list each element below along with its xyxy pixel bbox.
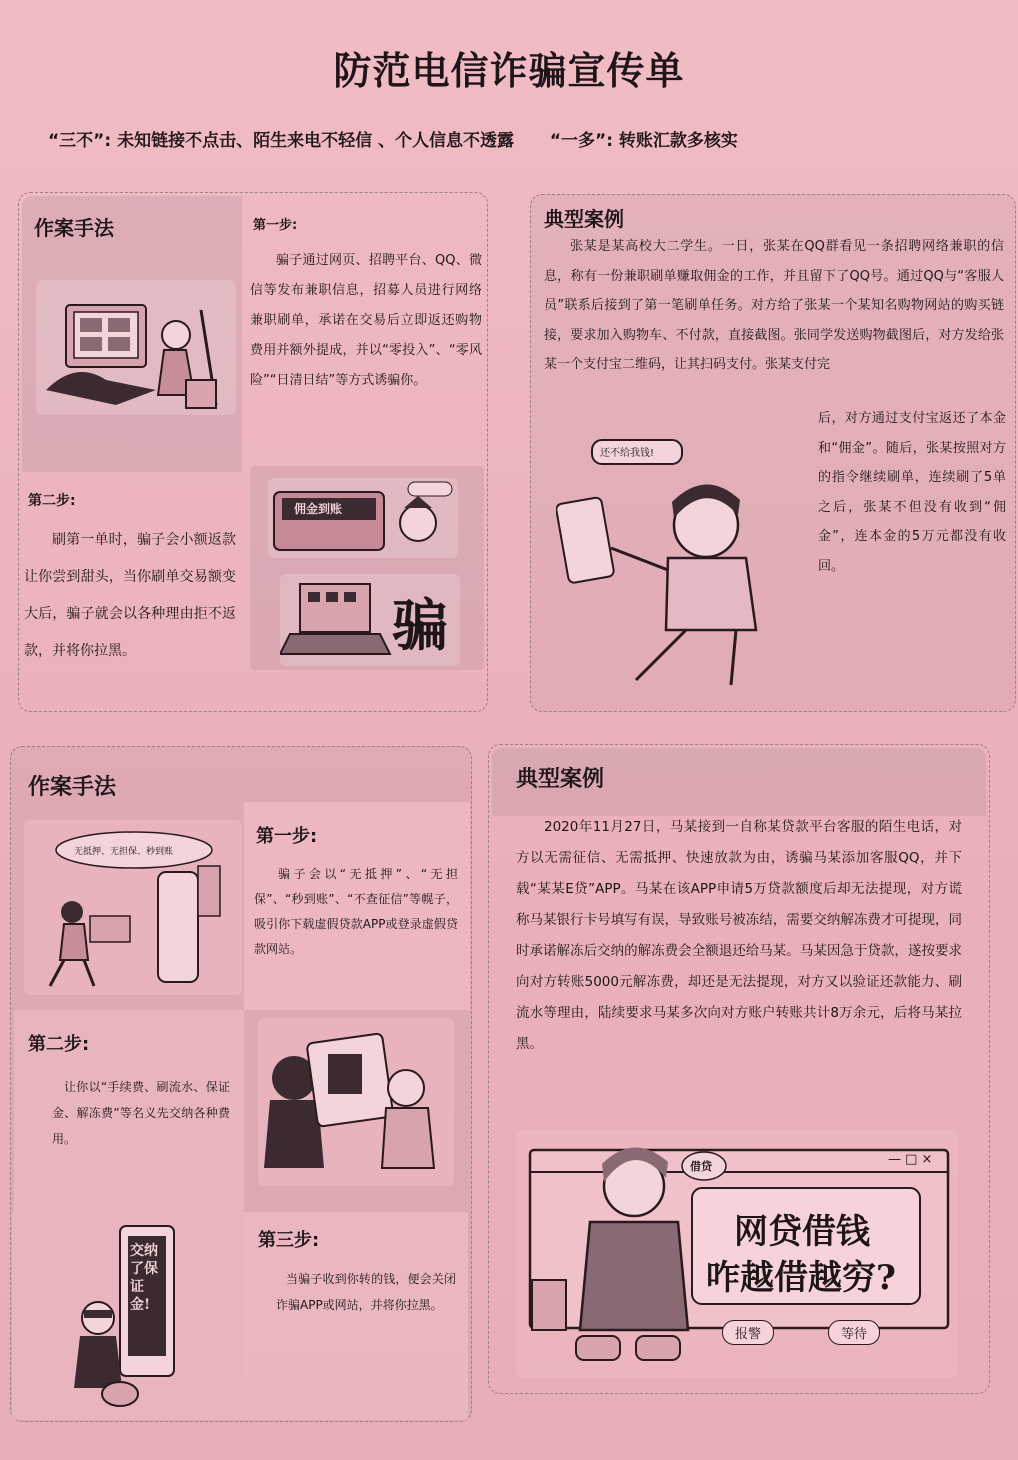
fee-demand-illustration	[258, 1018, 454, 1186]
step2-text-1: 刷第一单时，骗子会小额返款让你尝到甜头，当你刷单交易额变大后，骗子就会以各种理由拒不返款，并将你拉黑。	[24, 532, 236, 659]
step1-title-1: 第一步:	[253, 218, 298, 233]
step1-text-1: 骗子通过网页、招聘平台、QQ、微信等发布兼职信息，招募人员进行网络兼职刷单，承诺在交易后立即返还购物费用并额外提成，并以“零投入”、“零风险”“日清日结”等方式诱骗你。	[250, 253, 482, 388]
method-heading-1: 作案手法	[34, 216, 114, 240]
loan-ad-bubble: 无抵押、无担保、秒到账	[74, 847, 174, 857]
step3-text-2: 当骗子收到你转的钱，便会关闭诈骗APP或网站，并将你拉黑。	[276, 1272, 456, 1312]
rules-line	[48, 126, 928, 151]
case1-text-a: 张某是某高校大二学生。一日，张某在QQ群看见一条招聘网络兼职的信息，称有一份兼职刷单赚取佣金的工作，并且留下了QQ号。通过QQ与“客服人员”联系后接到了第一笔刷单任务。对方给了张某一个某知名购物网站的购买链接，要求加入购物车、不付款，直接截图。张同学发送购物截图后，对方发给张某一个支付宝二维码，让其扫码支付。张某支付完	[544, 239, 1004, 372]
step1-title-2: 第一步:	[256, 826, 318, 847]
yi-duo-text: 转账汇款多核实	[618, 131, 738, 151]
case-heading-1: 典型案例	[544, 207, 624, 231]
case-heading-2: 典型案例	[516, 767, 605, 792]
poster-line1: 网贷借钱	[734, 1212, 870, 1252]
step2-title-2: 第二步:	[28, 1034, 90, 1055]
fraud-laptop-illustration	[280, 574, 460, 666]
yi-duo-label: “一多”:	[549, 131, 613, 151]
deposit-poster-illustration	[40, 1218, 230, 1412]
poster-line2: 咋越借越穷?	[706, 1258, 896, 1298]
poster-wait-button: 等待	[828, 1320, 880, 1345]
step1-text-2: 骗子会以“无抵押”、“无担保”、“秒到账”、“不查征信”等幌子，吸引你下载虚假贷款APP或登录虚假贷款网站。	[254, 867, 458, 956]
san-bu-text: 未知链接不点击、陌生来电不轻信 、个人信息不透露	[117, 131, 514, 151]
poster-report-button: 报警	[722, 1320, 774, 1345]
step3-title-2: 第三步:	[258, 1230, 320, 1251]
case2-text: 2020年11月27日，马某接到一自称某贷款平台客服的陌生电话，对方以无需征信、无需抵押、快速放款为由，诱骗马某添加客服QQ，并下载“某某E贷”APP。马某在该APP申请5万贷款额度后却无法提现，对方谎称马某银行卡号填写有误，导致账号被冻结，需要交纳解冻费才可提现，同时承诺解冻后交纳的解冻费会全额退还给马某。马某因急于贷款，遂按要求向对方转账5000元解冻费，却还是无法提现，对方又以验证还款能力、刷流水等理由，陆续要求马某多次向对方账户转账共计8万余元，后将马某拉黑。	[516, 819, 962, 1052]
san-bu-label: “三不”:	[48, 131, 112, 151]
online-loan-poster	[516, 1130, 958, 1378]
student-speech-bubble: 还不给我钱!	[600, 448, 655, 459]
case1-text-b: 后，对方通过支付宝返还了本金和“佣金”。随后，张某按照对方的指令继续刷单，连续刷了5单之后，张某不但没有收到“佣金”，连本金的5万元都没有收回。	[818, 411, 1006, 574]
step2-text-2: 让你以“手续费、刷流水、保证金、解冻费”等名义先交纳各种费用。	[52, 1080, 230, 1146]
student-phone-illustration	[556, 430, 806, 690]
fraud-char: 骗	[392, 593, 448, 659]
step2-title-1: 第二步:	[28, 493, 76, 509]
page-title: 防范电信诈骗宣传单	[333, 48, 685, 93]
poster-tag: 借贷	[690, 1160, 712, 1173]
window-controls: — □ ×	[888, 1152, 933, 1167]
method-heading-2: 作案手法	[28, 775, 117, 800]
scam-computer-illustration	[36, 280, 236, 415]
deposit-sign: 交纳了保证金!	[130, 1243, 158, 1313]
commission-label: 佣金到账	[294, 502, 343, 516]
loan-phone-illustration	[24, 820, 242, 995]
commission-arrival-illustration	[268, 478, 458, 558]
